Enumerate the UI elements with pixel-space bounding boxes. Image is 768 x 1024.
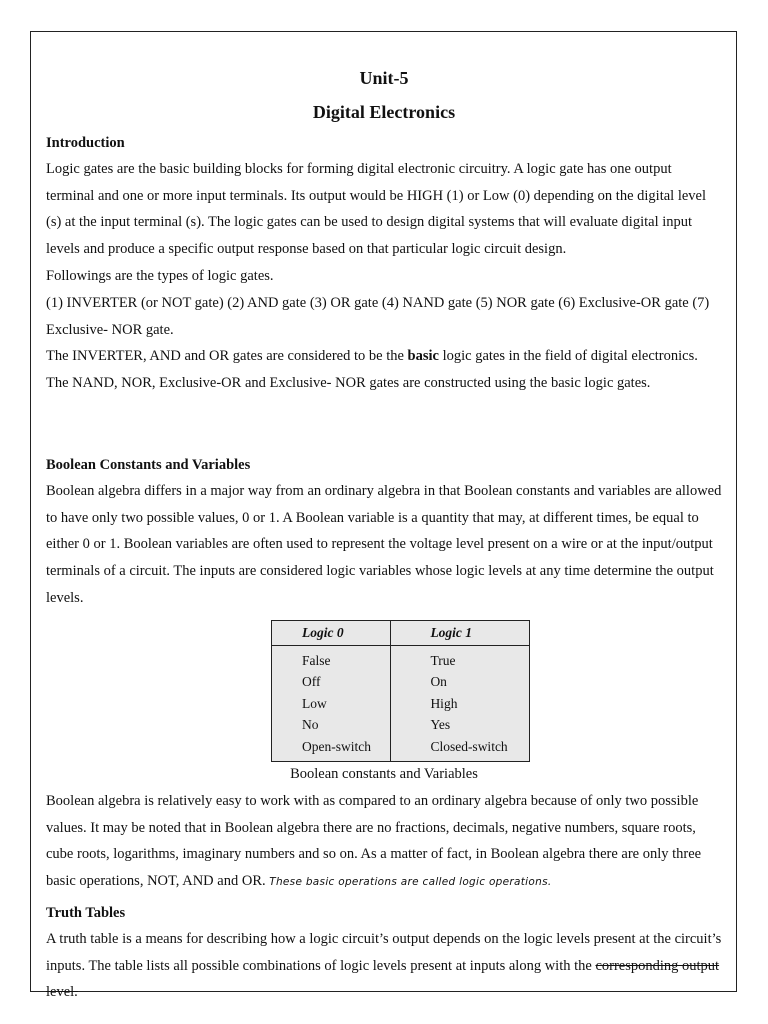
boolean-heading: Boolean Constants and Variables	[46, 457, 251, 473]
truth-tables-struck-text: corresponding output level.	[46, 957, 720, 1001]
logic-operations-handwritten-note: These basic operations are called logic operations.	[269, 876, 552, 889]
table-cell: Low	[272, 693, 391, 715]
table-row	[272, 736, 530, 761]
table-cell: Off	[272, 672, 391, 694]
gate-types-intro: Followings are the types of logic gates.	[46, 268, 274, 284]
truth-tables-text: A truth table is a means for describing how a logic circuit’s output depends on the logic levels present at the circuit’s inputs. The table lists all possible combinations of logic levels present at inputs along with the	[46, 931, 722, 974]
table-caption: Boolean constants and Variables	[290, 766, 478, 782]
boolean-algebra-paragraph	[46, 788, 722, 896]
table-cell: No	[272, 715, 391, 737]
table-cell: On	[391, 672, 530, 694]
table-header-logic-1: Logic 1	[391, 621, 530, 646]
table-cell: High	[391, 693, 530, 715]
table-cell: False	[272, 646, 391, 672]
table-cell: Open-switch	[272, 736, 391, 761]
subject-title: Digital Electronics	[312, 102, 456, 122]
boolean-constants-table	[271, 620, 530, 762]
basic-gates-text-2: logic gates in the field of digital electronics. The NAND, NOR, Exclusive-OR and Exclusive- NOR gates are constructed using the basic logic gates.	[46, 348, 698, 391]
introduction-heading: Introduction	[46, 135, 125, 151]
table-row	[272, 693, 530, 715]
table-cell: Yes	[391, 715, 530, 737]
table-row	[272, 672, 530, 694]
truth-tables-paragraph	[46, 926, 722, 1006]
basic-gates-text-1: The INVERTER, AND and OR gates are considered to be the	[46, 348, 408, 364]
unit-title: Unit-5	[359, 68, 409, 88]
boolean-table-wrap	[271, 620, 530, 762]
gate-types-list: (1) INVERTER (or NOT gate) (2) AND gate (3) OR gate (4) NAND gate (5) NOR gate (6) Exclusive-OR gate (7) Exclusive- NOR gate.	[46, 295, 710, 338]
boolean-algebra-text: Boolean algebra is relatively easy to work with as compared to an ordinary algebra because of only two possible values. It may be noted that in Boolean algebra there are no fractions, decimals, negative numbers, square roots, cube roots, logarithms, imaginary numbers and so on. As a matter of fact, in Boolean algebra there are only three basic operations, NOT, AND and OR.	[46, 793, 702, 890]
basic-emphasis: basic	[407, 348, 439, 364]
introduction-paragraph: Logic gates are the basic building blocks for forming digital electronic circuitry. A logic gate has one output terminal and one or more input terminals. Its output would be HIGH (1) or Low (0) depending on the digital level (s) at the input terminal (s). The logic gates can be used to design digital systems that will evaluate digital input levels and produce a specific output response based on that particular logic circuit design.	[46, 161, 706, 258]
table-row	[272, 646, 530, 672]
table-row	[272, 715, 530, 737]
table-cell: Closed-switch	[391, 736, 530, 761]
truth-tables-heading: Truth Tables	[46, 905, 126, 921]
table-header-logic-0: Logic 0	[272, 621, 391, 646]
table-header-row	[272, 621, 530, 646]
page-frame	[30, 31, 737, 1001]
basic-gates-paragraph	[46, 343, 722, 396]
table-cell: True	[391, 646, 530, 672]
boolean-paragraph: Boolean algebra differs in a major way from an ordinary algebra in that Boolean constants and variables are allowed to have only two possible values, 0 or 1. A Boolean variable is a quantity that may, at different times, be equal to either 0 or 1. Boolean variables are often used to represent the voltage level present on a wire or at the input/output terminals of a circuit. The inputs are considered logic variables whose logic levels at any time determine the output levels.	[46, 483, 722, 606]
